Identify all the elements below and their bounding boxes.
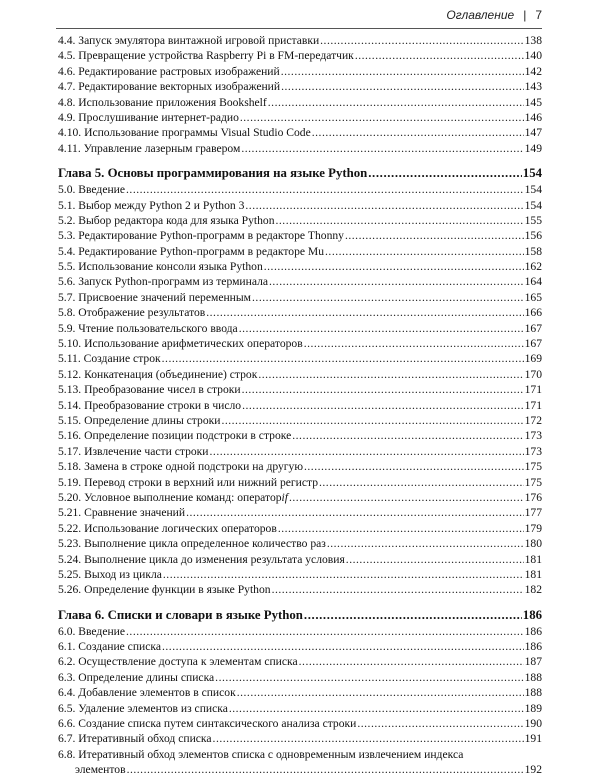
toc-entry-title: 5.4. Редактирование Python-программ в редакторе Mu xyxy=(58,244,325,258)
toc-entry[interactable] xyxy=(58,716,542,731)
toc-leader-dots xyxy=(281,79,524,94)
toc-leader-dots xyxy=(264,259,524,274)
toc-leader-dots xyxy=(237,685,524,700)
toc-leader-dots xyxy=(242,382,524,397)
toc-entry[interactable] xyxy=(58,459,542,474)
toc-entry-page: 176 xyxy=(524,490,542,504)
toc-entry-title: 4.7. Редактирование векторных изображений xyxy=(58,80,281,94)
toc-group-chapter5 xyxy=(58,182,542,598)
toc-entry[interactable] xyxy=(58,228,542,243)
toc-leader-dots xyxy=(281,64,524,79)
toc-entry[interactable] xyxy=(58,701,542,716)
toc-entry-title: 4.8. Использование приложения Bookshelf xyxy=(58,95,267,109)
toc-leader-dots xyxy=(229,701,524,716)
toc-entry-title: 5.26. Определение функции в языке Python xyxy=(58,583,271,597)
toc-entry-page: 172 xyxy=(524,413,542,427)
toc-leader-dots xyxy=(276,213,524,228)
toc-entry-page: 167 xyxy=(524,337,542,351)
toc-entry[interactable] xyxy=(58,731,542,746)
toc-leader-dots xyxy=(241,141,523,156)
toc-entry-page: 162 xyxy=(524,260,542,274)
toc-entry[interactable] xyxy=(58,505,542,520)
toc-leader-dots xyxy=(346,552,524,567)
toc-entry-title: 5.10. Использование арифметических операторов xyxy=(58,337,303,351)
toc-entry-page: 179 xyxy=(524,521,542,535)
toc-leader-dots xyxy=(126,182,524,197)
toc-entry[interactable] xyxy=(58,33,542,48)
toc-entry-page: 186 xyxy=(524,640,542,654)
toc-entry-page: 191 xyxy=(524,732,542,746)
toc-entry-page: 170 xyxy=(524,367,542,381)
toc-entry-page: 182 xyxy=(524,583,542,597)
toc-entry[interactable] xyxy=(58,182,542,197)
toc-entry-title: 6.6. Создание списка путем синтаксического анализа строки xyxy=(58,717,357,731)
toc-entry-page: 164 xyxy=(524,275,542,289)
toc-entry-title: 5.0. Введение xyxy=(58,183,126,197)
toc-entry[interactable] xyxy=(58,351,542,366)
toc-entry-page: 158 xyxy=(524,244,542,258)
toc-entry-title: 6.5. Удаление элементов из списка xyxy=(58,701,228,715)
toc-entry-page: 180 xyxy=(524,537,542,551)
toc-entry-title: 4.9. Прослушивание интернет-радио xyxy=(58,110,239,124)
toc-leader-dots xyxy=(304,607,522,624)
toc-entry-title: 6.1. Создание списка xyxy=(58,640,161,654)
toc-leader-dots xyxy=(186,505,524,520)
toc-entry-page: 173 xyxy=(524,444,542,458)
toc-entry-title: 5.13. Преобразование чисел в строки xyxy=(58,383,241,397)
toc-entry[interactable] xyxy=(58,198,542,213)
toc-entry[interactable] xyxy=(58,110,542,125)
toc-leader-dots xyxy=(319,475,524,490)
toc-entry[interactable] xyxy=(58,624,542,639)
toc-leader-dots xyxy=(162,639,524,654)
toc-entry[interactable] xyxy=(58,428,542,443)
toc-chapter-title: Глава 5. Основы программирования на языке Python xyxy=(58,166,368,181)
toc-leader-dots xyxy=(304,459,524,474)
toc-entry-title: 5.3. Редактирование Python-программ в редакторе Thonny xyxy=(58,229,344,243)
toc-leader-dots xyxy=(206,305,523,320)
toc-leader-dots xyxy=(240,110,524,125)
toc-entry-page: 181 xyxy=(524,552,542,566)
toc-entry-title: 6.4. Добавление элементов в список xyxy=(58,686,236,700)
page-number: 7 xyxy=(535,8,542,22)
toc-leader-dots xyxy=(368,165,522,182)
toc-entry-title: 5.8. Отображение результатов xyxy=(58,306,206,320)
toc-entry-title: 5.11. Создание строк xyxy=(58,352,161,366)
toc-entry-page: 169 xyxy=(524,352,542,366)
toc-entry-page: 181 xyxy=(524,567,542,581)
toc-entry-page: 138 xyxy=(524,34,542,47)
toc-entry-title: 5.19. Перевод строки в верхний или нижний регистр xyxy=(58,475,318,489)
toc-leader-dots xyxy=(245,198,523,213)
toc-entry[interactable] xyxy=(58,141,542,156)
toc-leader-dots xyxy=(299,654,524,669)
toc-entry-title: 5.1. Выбор между Python 2 и Python 3 xyxy=(58,198,245,212)
toc-entry[interactable] xyxy=(58,125,542,140)
toc-entry-title: 4.6. Редактирование растровых изображений xyxy=(58,64,280,78)
toc-leader-dots xyxy=(210,444,524,459)
toc-entry-page: 171 xyxy=(524,398,542,412)
toc-chapter-heading[interactable] xyxy=(58,607,542,624)
toc-entry-title: 5.22. Использование логических операторов xyxy=(58,521,277,535)
toc-entry[interactable] xyxy=(58,305,542,320)
toc-entry[interactable] xyxy=(58,639,542,654)
toc-leader-dots xyxy=(127,762,524,777)
toc-group-chapter6 xyxy=(58,624,542,747)
toc-entry-title: 6.2. Осуществление доступа к элементам списка xyxy=(58,655,298,669)
toc-entry-title: 5.5. Использование консоли языка Python xyxy=(58,260,263,274)
toc-leader-dots xyxy=(252,290,524,305)
toc-entry-page: 190 xyxy=(524,717,542,731)
toc-leader-dots xyxy=(269,274,524,289)
toc-entry[interactable] xyxy=(58,670,542,685)
toc-entry[interactable] xyxy=(58,582,542,597)
toc-entry[interactable] xyxy=(58,290,542,305)
toc-entry-title: 5.21. Сравнение значений xyxy=(58,506,186,520)
toc-entry[interactable] xyxy=(58,213,542,228)
toc-entry[interactable] xyxy=(58,336,542,351)
toc-entry-title: 5.23. Выполнение цикла определенное количество раз xyxy=(58,537,326,551)
toc-entry-title: 4.10. Использование программы Visual Studio Code xyxy=(58,126,311,140)
toc-entry-title: 5.20. Условное выполнение команд: оператор xyxy=(58,490,282,504)
toc-entry-page: 187 xyxy=(524,655,542,669)
toc-entry-title: 6.3. Определение длины списка xyxy=(58,670,215,684)
toc-entry-title: 6.8. Итеративный обход элементов списка с одновременным извлечением индекса xyxy=(58,747,464,761)
toc-entry[interactable] xyxy=(58,321,542,336)
running-header xyxy=(446,8,542,22)
toc-leader-dots xyxy=(221,413,523,428)
toc-leader-dots xyxy=(162,351,524,366)
toc-group-chapter4 xyxy=(58,33,542,156)
toc-entry-title-continued: элементов xyxy=(75,763,126,777)
toc-entry[interactable] xyxy=(58,685,542,700)
header-title: Оглавление xyxy=(446,8,515,22)
toc-leader-dots xyxy=(304,336,524,351)
toc-entry-page: 156 xyxy=(524,229,542,243)
toc-entry-title: 5.12. Конкатенация (объединение) строк xyxy=(58,367,258,381)
toc-entry-page: 155 xyxy=(524,213,542,227)
toc-entry-title: 6.7. Итеративный обход списка xyxy=(58,732,212,746)
toc-entry[interactable] xyxy=(58,654,542,669)
toc-entry[interactable] xyxy=(58,521,542,536)
toc-entry-title: 5.18. Замена в строке одной подстроки на другую xyxy=(58,460,303,474)
toc-entry-title: 5.16. Определение позиции подстроки в строке xyxy=(58,429,292,443)
toc-leader-dots xyxy=(213,731,524,746)
toc-entry[interactable] xyxy=(58,747,542,778)
toc-entry-page: 192 xyxy=(524,763,542,777)
toc-entry[interactable] xyxy=(58,475,542,490)
toc-chapter-page: 154 xyxy=(522,166,542,181)
toc-leader-dots xyxy=(327,536,524,551)
toc-entry[interactable] xyxy=(58,536,542,551)
toc-entry-title: 4.4. Запуск эмулятора винтажной игровой приставки xyxy=(58,34,320,47)
toc-entry[interactable] xyxy=(58,244,542,259)
toc-leader-dots xyxy=(272,582,524,597)
toc-entry[interactable] xyxy=(58,398,542,413)
toc-entry[interactable] xyxy=(58,259,542,274)
toc-entry[interactable] xyxy=(58,490,542,505)
toc-entry[interactable] xyxy=(58,567,542,582)
toc-leader-dots xyxy=(268,95,524,110)
toc-entry-page: 177 xyxy=(524,506,542,520)
toc-entry-page: 188 xyxy=(524,670,542,684)
toc-entry-title: 5.24. Выполнение цикла до изменения результата условия xyxy=(58,552,345,566)
toc-leader-dots xyxy=(163,567,524,582)
toc-chapter-title: Глава 6. Списки и словари в языке Python xyxy=(58,607,303,622)
toc-entry-title: 5.14. Преобразование строки в число xyxy=(58,398,242,412)
toc-entry-page: 175 xyxy=(524,475,542,489)
toc-entry-title: 4.5. Превращение устройства Raspberry Pi в FM-передатчик xyxy=(58,49,354,63)
toc-entry[interactable] xyxy=(58,79,542,94)
toc-entry-page: 175 xyxy=(524,460,542,474)
toc-entry-title: 5.7. Присвоение значений переменным xyxy=(58,290,252,304)
toc-entry[interactable] xyxy=(58,367,542,382)
toc-entry-page: 165 xyxy=(524,290,542,304)
toc-leader-dots xyxy=(215,670,523,685)
toc-entry-page: 140 xyxy=(524,49,542,63)
toc-leader-dots xyxy=(312,125,524,140)
toc-entry[interactable] xyxy=(58,274,542,289)
toc-leader-dots xyxy=(239,321,524,336)
toc-entry-page: 171 xyxy=(524,383,542,397)
toc-entry-page: 188 xyxy=(524,686,542,700)
toc-entry-page: 173 xyxy=(524,429,542,443)
toc-leader-dots xyxy=(278,521,524,536)
toc-entry-title: 4.11. Управление лазерным гравером xyxy=(58,141,241,155)
toc-entry[interactable] xyxy=(58,95,542,110)
toc-leader-dots xyxy=(357,716,523,731)
toc-leader-dots xyxy=(242,398,524,413)
toc-entry-page: 142 xyxy=(524,64,542,78)
header-separator: | xyxy=(523,8,527,22)
toc-entry-page: 154 xyxy=(524,183,542,197)
toc-entry-code-keyword: if xyxy=(281,490,288,504)
toc-entry[interactable] xyxy=(58,64,542,79)
toc-entry-page: 166 xyxy=(524,306,542,320)
toc-entry[interactable] xyxy=(58,48,542,63)
toc-leader-dots xyxy=(325,244,524,259)
toc-entry-page: 154 xyxy=(524,198,542,212)
toc-entry-page: 149 xyxy=(524,141,542,155)
toc-entry-title: 5.17. Извлечение части строки xyxy=(58,444,209,458)
toc-entry[interactable] xyxy=(58,552,542,567)
toc-leader-dots xyxy=(258,367,523,382)
toc-leader-dots xyxy=(355,48,524,63)
table-of-contents xyxy=(58,33,542,778)
toc-entry-title: 5.9. Чтение пользовательского ввода xyxy=(58,321,238,335)
header-rule xyxy=(56,28,542,29)
toc-entry-title: 6.0. Введение xyxy=(58,624,126,638)
toc-chapter-heading[interactable] xyxy=(58,165,542,182)
toc-entry-title: 5.15. Определение длины строки xyxy=(58,413,221,427)
toc-chapter-page: 186 xyxy=(522,607,542,622)
toc-entry-title: 5.6. Запуск Python-программ из терминала xyxy=(58,275,268,289)
toc-entry-page: 143 xyxy=(524,80,542,94)
toc-entry-page: 145 xyxy=(524,95,542,109)
toc-entry[interactable] xyxy=(58,382,542,397)
toc-entry-page: 189 xyxy=(524,701,542,715)
toc-entry-page: 147 xyxy=(524,126,542,140)
toc-entry-title: 5.25. Выход из цикла xyxy=(58,567,162,581)
toc-entry-page: 186 xyxy=(524,624,542,638)
toc-leader-dots xyxy=(292,428,523,443)
toc-entry[interactable] xyxy=(58,413,542,428)
toc-entry-page: 167 xyxy=(524,321,542,335)
toc-entry-title: 5.2. Выбор редактора кода для языка Python xyxy=(58,213,275,227)
toc-leader-dots xyxy=(126,624,524,639)
toc-leader-dots xyxy=(320,33,523,48)
toc-entry[interactable] xyxy=(58,444,542,459)
toc-leader-dots xyxy=(289,490,524,505)
toc-entry-page: 146 xyxy=(524,110,542,124)
toc-leader-dots xyxy=(345,228,524,243)
